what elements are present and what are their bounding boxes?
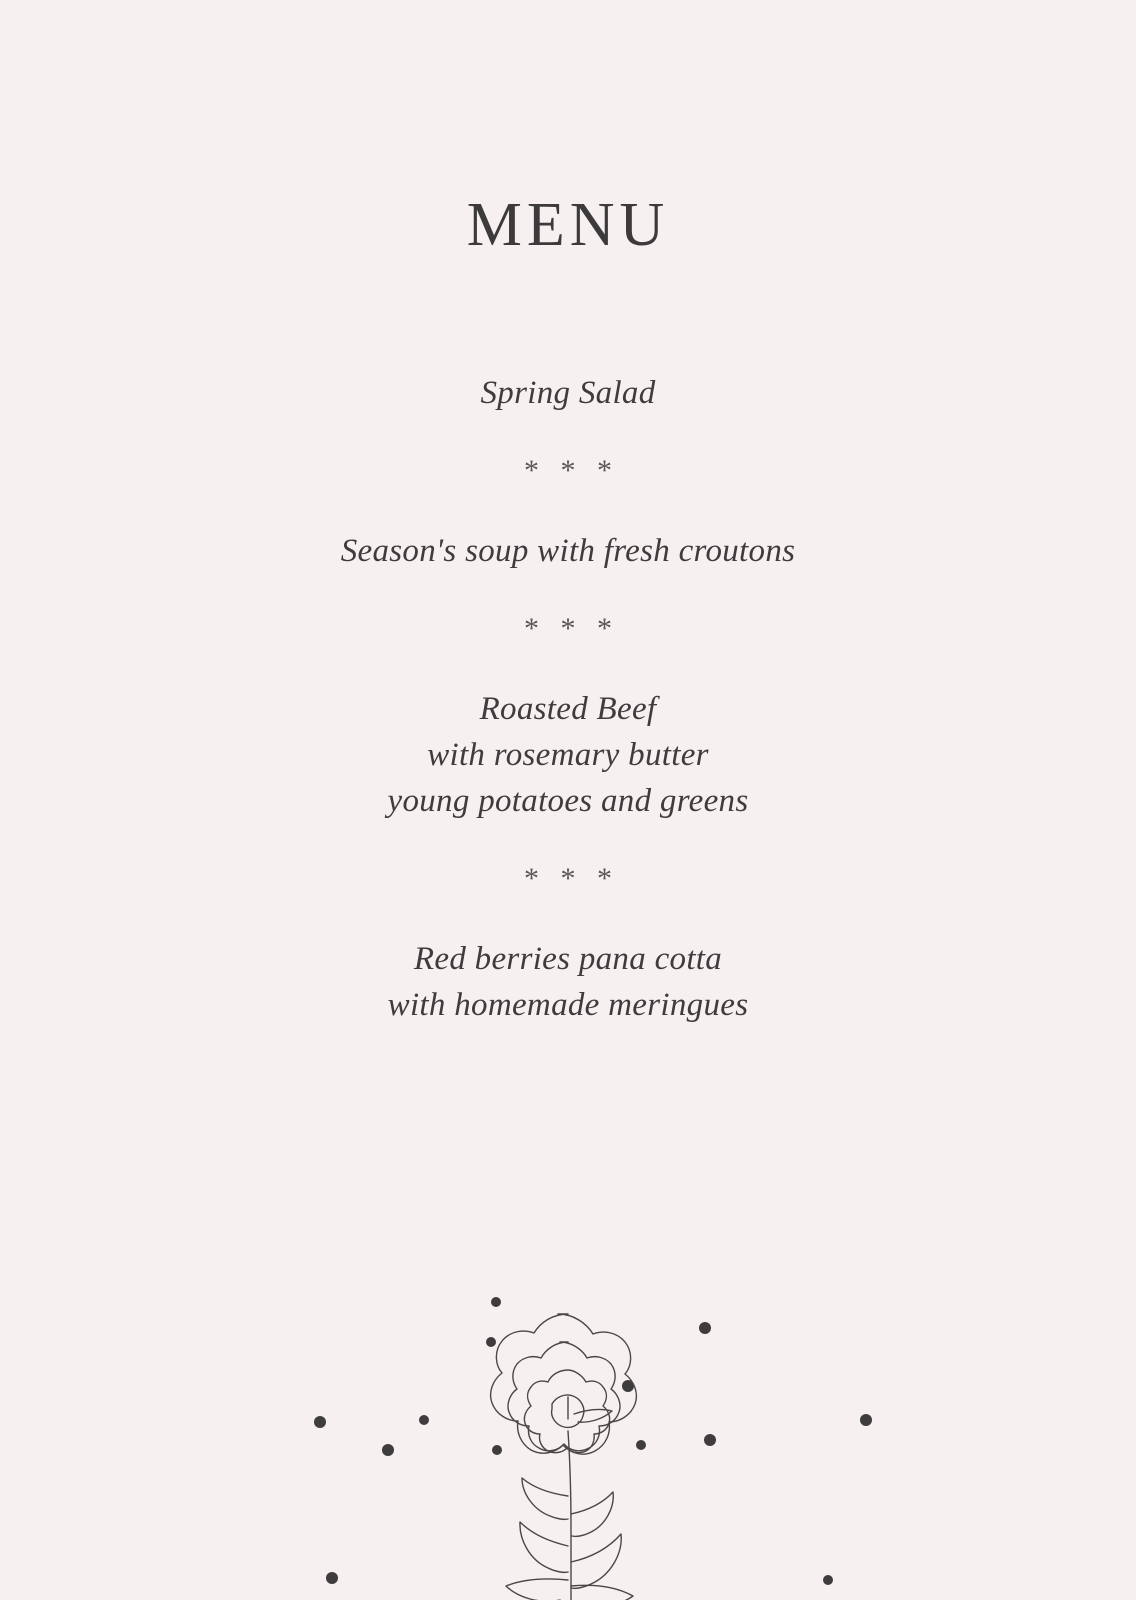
course-line: with homemade meringues (387, 987, 749, 1023)
course-line: Red berries pana cotta (413, 941, 723, 977)
course-line: Season's soup with fresh croutons (340, 533, 796, 569)
course-line: Roasted Beef (479, 691, 657, 727)
course-divider-1: * * * (524, 454, 619, 487)
course-item-1 (0, 370, 1136, 416)
course-item-4 (0, 936, 1136, 1028)
course-list (0, 370, 1136, 1028)
course-line: with rosemary butter (427, 737, 709, 773)
course-divider-3: * * * (524, 862, 619, 895)
page-title: MENU (466, 191, 670, 259)
course-line: Spring Salad (480, 375, 656, 411)
course-divider-2: * * * (524, 612, 619, 645)
course-item-2 (0, 528, 1136, 574)
course-line: young potatoes and greens (387, 783, 749, 819)
footer-ornament (0, 1280, 1136, 1600)
peony-flower-icon (418, 1300, 718, 1600)
course-item-3 (0, 686, 1136, 824)
